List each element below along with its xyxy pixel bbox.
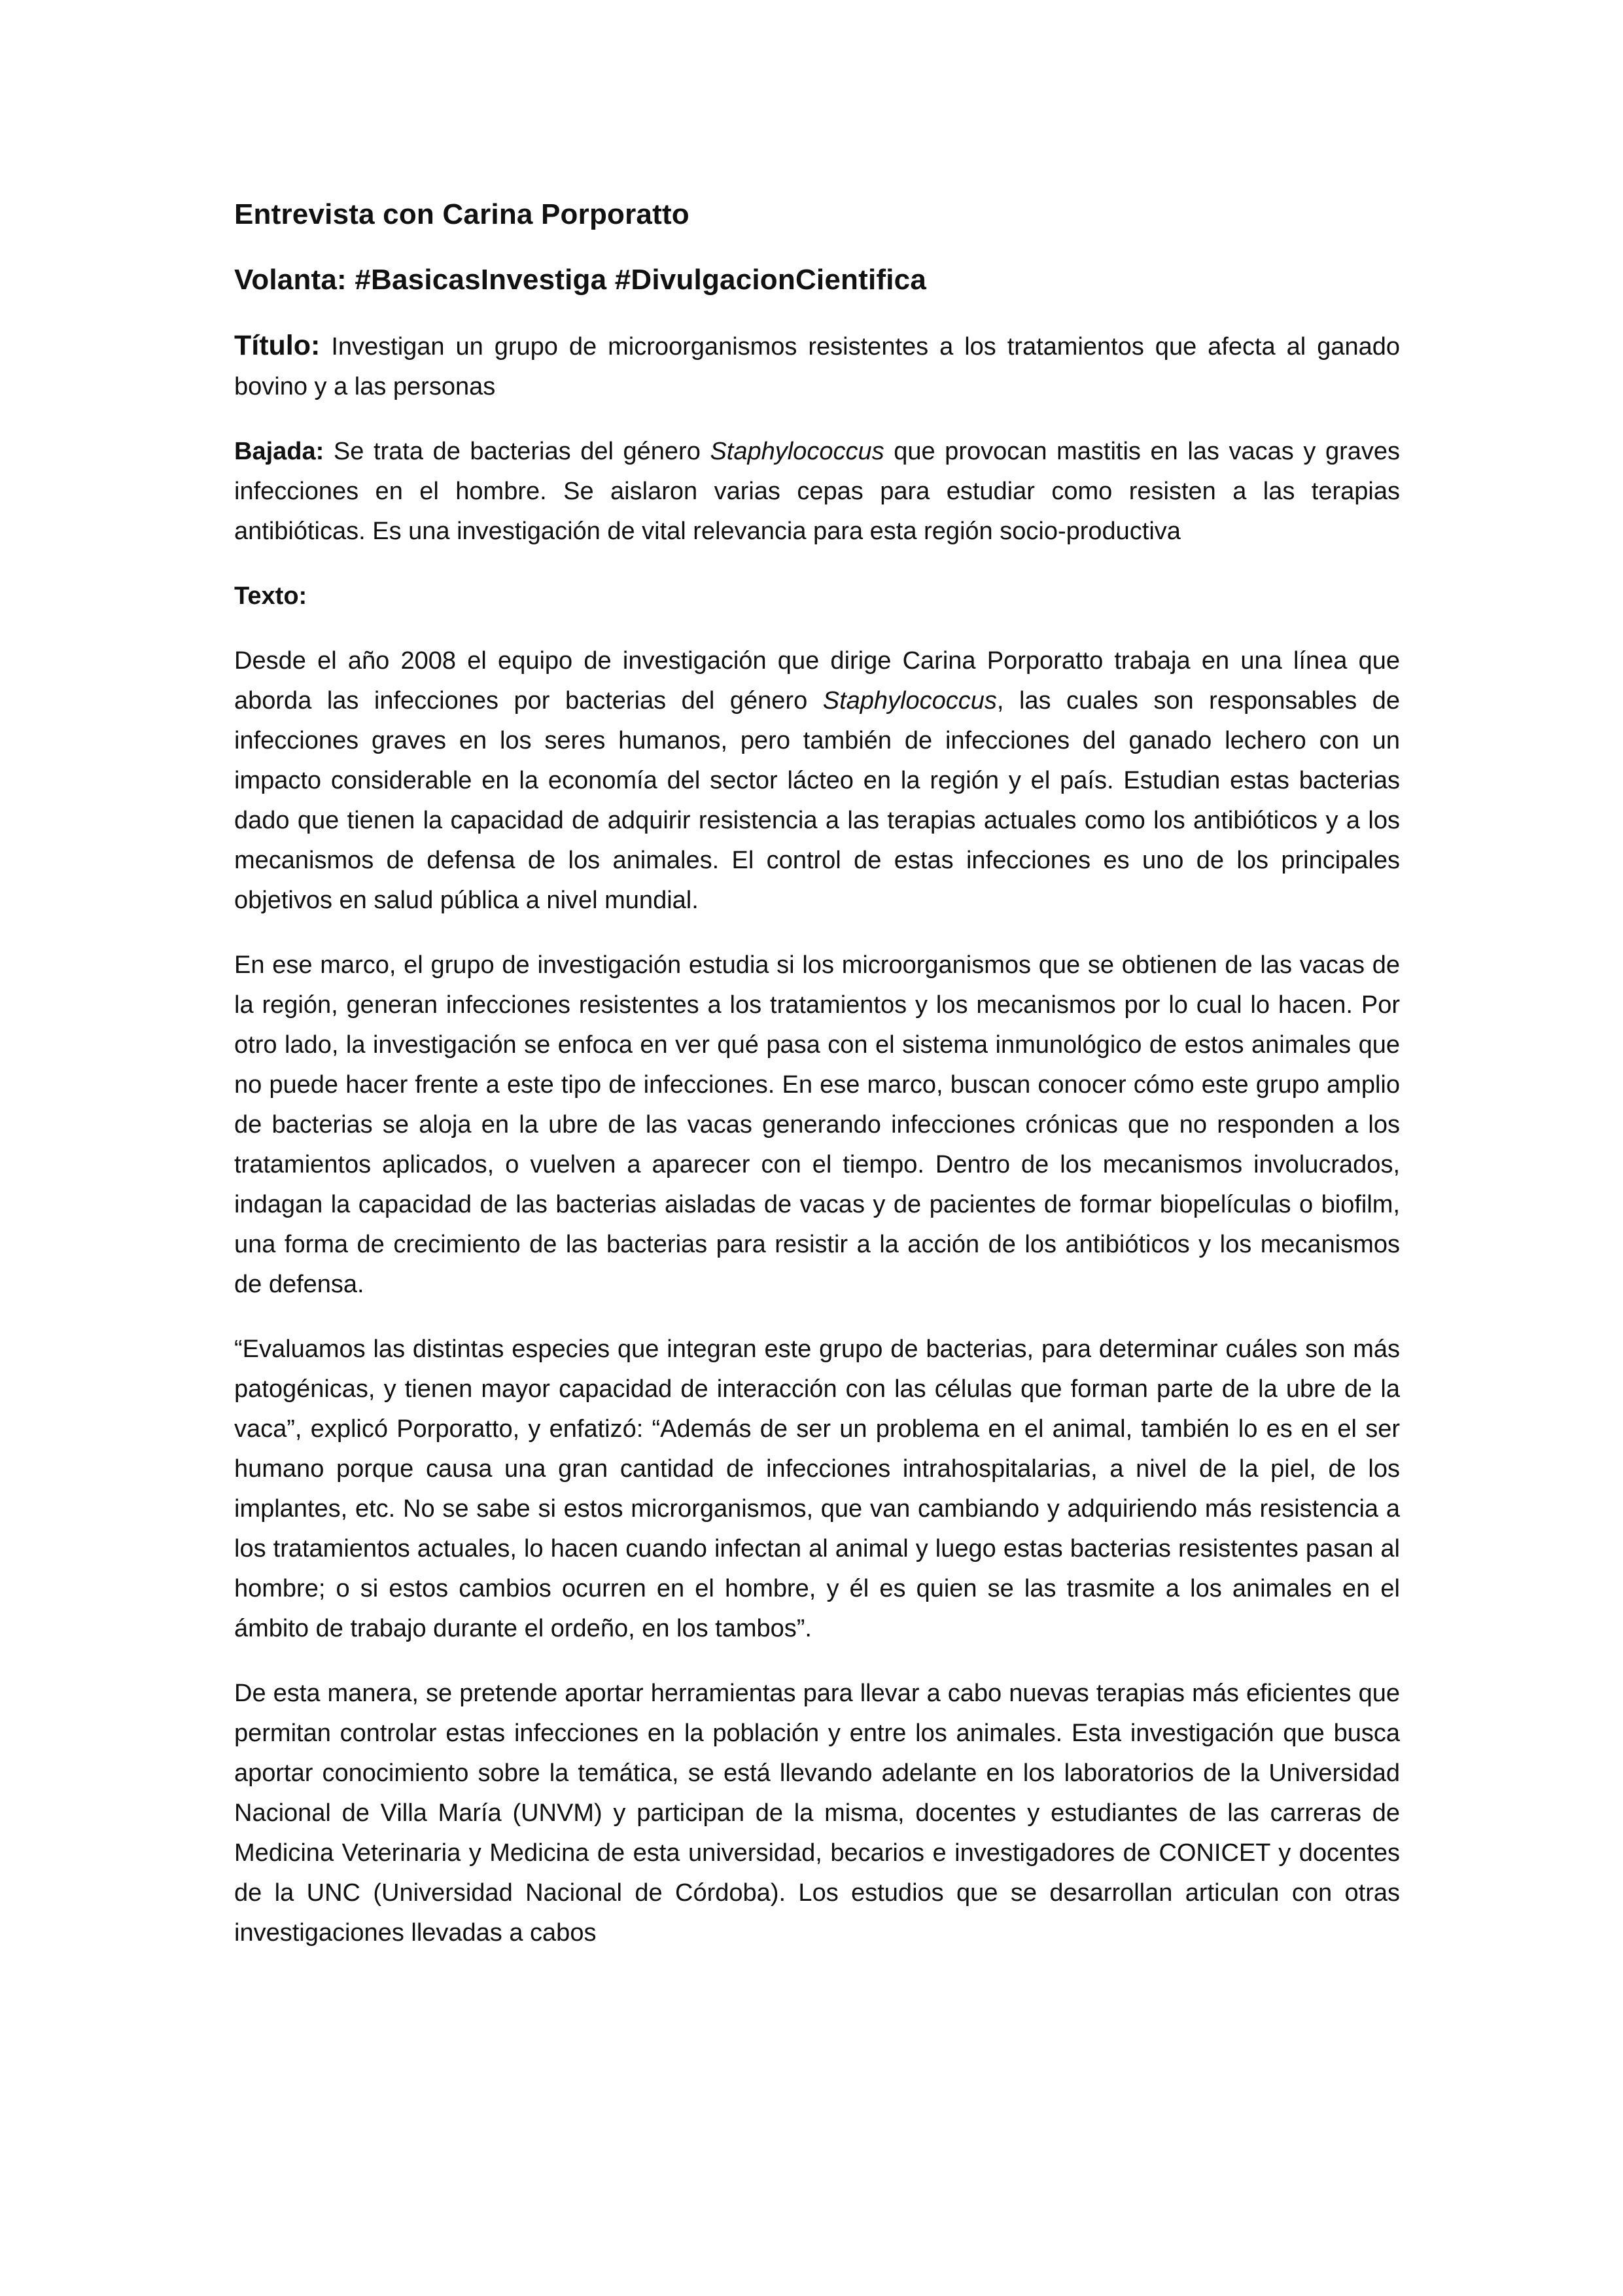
document-page	[234, 195, 1400, 1953]
p1-before: Desde el año 2008 el equipo de investigación que dirige Carina Porporatto trabaja en una línea que aborda las infecciones por bacterias del género	[234, 647, 1400, 715]
titulo-label: Título:	[234, 330, 321, 361]
texto-label: Texto:	[234, 582, 307, 610]
body-paragraph-4: De esta manera, se pretende aportar herramientas para llevar a cabo nuevas terapias más eficientes que permitan controlar estas infecciones en la población y entre los animales. Esta investigación que busca aportar conocimiento sobre la temática, se está llevando adelante en los laboratorios de la Universidad Nacional de Villa María (UNVM) y participan de la misma, docentes y estudiantes de las carreras de Medicina Veterinaria y Medicina de esta universidad, becarios e investigadores de CONICET y docentes de la UNC (Universidad Nacional de Córdoba). Los estudios que se desarrollan articulan con otras investigaciones llevadas a cabos	[234, 1680, 1400, 1947]
body-paragraph-2: En ese marco, el grupo de investigación estudia si los microorganismos que se obtienen de las vacas de la región, generan infecciones resistentes a los tratamientos y los mecanismos por lo cual lo hacen. Por otro lado, la investigación se enfoca en ver qué pasa con el sistema inmunológico de estos animales que no puede hacer frente a este tipo de infecciones. En ese marco, buscan conocer cómo este grupo amplio de bacterias se aloja en la ubre de las vacas generando infecciones crónicas que no responden a los tratamientos aplicados, o vuelven a aparecer con el tiempo. Dentro de los mecanismos involucrados, indagan la capacidad de las bacterias aisladas de vacas y de pacientes de formar biopelículas o biofilm, una forma de crecimiento de las bacterias para resistir a la acción de los antibióticos y los mecanismos de defensa.	[234, 951, 1400, 1298]
bajada-field	[234, 432, 1400, 552]
p1-after: , las cuales son responsables de infecciones graves en los seres humanos, pero también de infecciones del ganado lechero con un impacto considerable en la economía del sector lácteo en la región y el país. Estudian estas bacterias dado que tienen la capacidad de adquirir resistencia a las terapias actuales como los antibióticos y a los mecanismos de defensa de los animales. El control de estas infecciones es uno de los principales objetivos en salud pública a nivel mundial.	[234, 687, 1400, 914]
titulo-text: Investigan un grupo de microorganismos resistentes a los tratamientos que afecta al ganado bovino y a las personas	[234, 333, 1400, 400]
p1-genus: Staphylococcus	[822, 687, 997, 715]
bajada-text-after: que provocan mastitis en las vacas y graves infecciones en el hombre. Se aislaron varias cepas para estudiar como resisten a las terapias antibióticas. Es una investigación de vital relevancia para esta región socio-productiva	[234, 438, 1400, 545]
body-paragraph-3: “Evaluamos las distintas especies que integran este grupo de bacterias, para determinar cuáles son más patogénicas, y tienen mayor capacidad de interacción con las células que forman parte de la ubre de la vaca”, explicó Porporatto, y enfatizó: “Además de ser un problema en el animal, también lo es en el ser humano porque causa una gran cantidad de infecciones intrahospitalarias, a nivel de la piel, de los implantes, etc. No se sabe si estos microrganismos, que van cambiando y adquiriendo más resistencia a los tratamientos actuales, lo hacen cuando infectan al animal y luego estas bacterias resistentes pasan al hombre; o si estos cambios ocurren en el hombre, y él es quien se las trasmite a los animales en el ámbito de trabajo durante el ordeño, en los tambos”.	[234, 1335, 1400, 1642]
volanta-heading: Volanta: #BasicasInvestiga #DivulgacionCientifica	[234, 264, 927, 296]
body-paragraph-1	[234, 641, 1400, 921]
bajada-genus: Staphylococcus	[710, 438, 884, 465]
bajada-text-before: Se trata de bacterias del género	[333, 438, 701, 465]
bajada-label: Bajada:	[234, 438, 324, 465]
interview-heading: Entrevista con Carina Porporatto	[234, 198, 689, 230]
titulo-field	[234, 326, 1400, 407]
